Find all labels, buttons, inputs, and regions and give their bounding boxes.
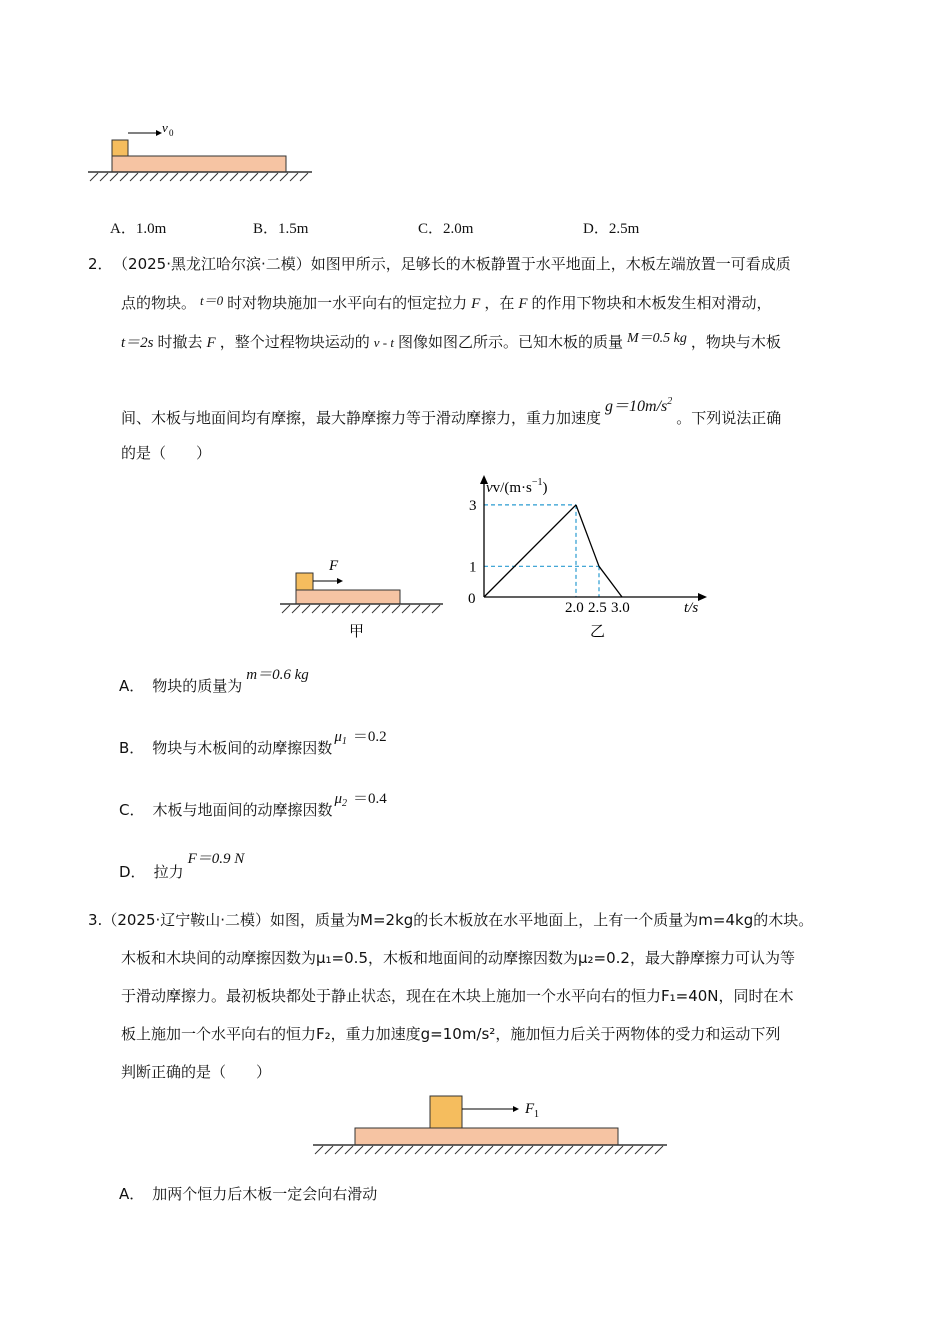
chart-series-line [484, 505, 622, 597]
q2-line-3: t＝2s 时撤去 F ，整个过程物块运动的 v - t 图像如图乙所示。已知木板的质量 M＝0.5 kg ，物块与木板 [121, 331, 781, 351]
q3-line-3: 于滑动摩擦力。最初板块都处于静止状态，现在在木块上施加一个水平向右的恒力F₁=40N，同时在木 [121, 987, 794, 1005]
q2-line-4: 间、木板与地面间均有摩擦，最大静摩擦力等于滑动摩擦力，重力加速度$g=10m/s^2$。下列说法正确 [121, 396, 782, 427]
x-tick-label: 2.5 [588, 600, 607, 616]
q1-velocity-label: v [162, 120, 168, 135]
q2-vt-chart [460, 470, 720, 645]
q2-block [296, 573, 313, 590]
q2-line-5: 的是（ ） [121, 444, 212, 462]
series-segment [599, 566, 622, 597]
q1-option-d[interactable]: D．2.5m [583, 221, 640, 237]
q2-gravity: $g=10m/s^2$ [605, 396, 673, 415]
q3-line-2: 木板和木块间的动摩擦因数为μ₁=0.5，木板和地面间的动摩擦因数为μ₂=0.2，最大静摩擦力可认为等 [121, 949, 795, 967]
q3-force-label: F [525, 1101, 535, 1117]
q2-option-c[interactable]: C． 木板与地面间的动摩擦因数$\mu_2 =0.4$ [119, 791, 387, 819]
q2-ground-hatch [282, 605, 440, 613]
q3-line-5: 判断正确的是（ ） [121, 1063, 272, 1081]
q3-ground-hatch [315, 1146, 663, 1154]
x-tick-label: 2.0 [565, 600, 584, 616]
q3-option-a[interactable]: A． 加两个恒力后木板一定会向右滑动 [119, 1185, 378, 1203]
x-tick-label: 3.0 [611, 600, 630, 616]
q1-block [112, 140, 128, 156]
q2-caption-jia: 甲 [349, 622, 365, 640]
q2-line-2: 点的物块。 t＝0 时对物块施加一水平向右的恒定拉力 F ，在 F 的作用下物块和木板发生相对滑动， [121, 293, 772, 312]
q3-board [355, 1128, 618, 1145]
q1-board [112, 156, 286, 172]
q1-option-b[interactable]: B．1.5m [253, 221, 309, 237]
y-tick-label: 1 [469, 559, 477, 576]
origin-label: 0 [468, 591, 476, 607]
q2-figure-jia [275, 550, 455, 645]
q2-caption-yi: 乙 [590, 622, 606, 640]
q2-board [296, 590, 400, 604]
q3-number: 3. [88, 911, 103, 929]
q2-force-label: F [329, 558, 339, 574]
chart-tick-labels [469, 498, 630, 616]
y-tick-label: 3 [469, 497, 477, 514]
q1-ground-hatch [90, 173, 308, 181]
q3-line-4: 板上施加一个水平向右的恒力F₂，重力加速度g=10m/s²，施加恒力后关于两物体的受力和运动下列 [121, 1025, 781, 1043]
x-axis-label: t/s [684, 600, 699, 616]
q2-source: （2025·黑龙江哈尔滨·二模） [120, 255, 311, 273]
q3-figure [305, 1090, 675, 1165]
q1-option-c[interactable]: C．2.0m [418, 221, 474, 237]
q3-force-sub: 1 [534, 1109, 539, 1120]
q2-option-b[interactable]: B． 物块与木板间的动摩擦因数$\mu_1 =0.2$ [119, 729, 387, 757]
series-segment [484, 505, 576, 597]
x-axis-arrow [698, 593, 707, 601]
q2-option-a[interactable]: A． 物块的质量为m＝0.6 kg [119, 667, 309, 695]
q2-line-1: 2． （2025·黑龙江哈尔滨·二模）如图甲所示，足够长的木板静置于水平地面上，木板左端放置一可看成质 [88, 255, 791, 273]
q3-line-1: 3.（2025·辽宁鞍山·二模）如图，质量为M=2kg的长木板放在水平地面上，上有一个质量为m=4kg的木块。 [88, 911, 814, 929]
q1-option-a[interactable]: A．1.0m [110, 221, 167, 237]
q2-option-d[interactable]: D． 拉力F＝0.9 N [119, 851, 245, 881]
q1-figure [80, 115, 320, 185]
series-segment [576, 505, 599, 566]
q3-block [430, 1096, 462, 1128]
y-axis-label: $vv/(m\cdot s^{-1})$ [486, 477, 548, 496]
q1-velocity-sub: 0 [169, 128, 174, 138]
q2-number: 2． [88, 255, 113, 273]
